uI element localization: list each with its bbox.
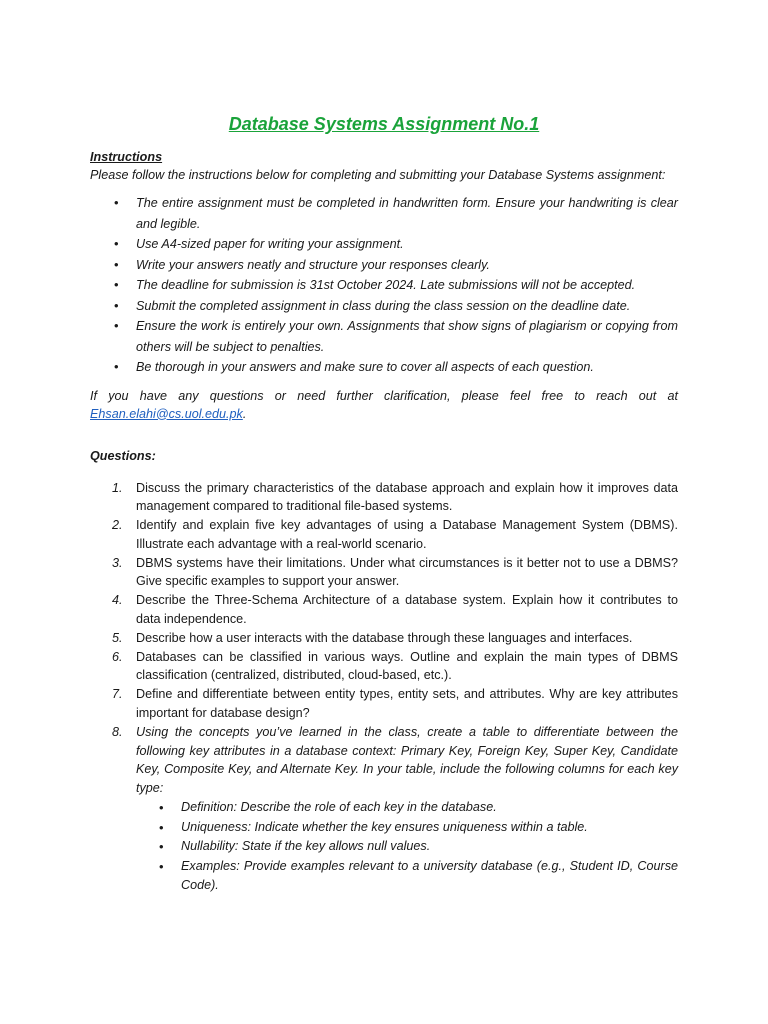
bullet-icon: • — [159, 819, 164, 835]
bullet-icon: • — [159, 800, 164, 816]
questions-list — [90, 479, 678, 896]
question-item — [90, 629, 678, 648]
contact-paragraph — [90, 387, 678, 423]
bullet-icon: • — [159, 858, 164, 874]
list-item — [136, 818, 678, 838]
contact-text: If you have any questions or need further clarification, please feel free to reach out at — [90, 388, 678, 403]
document-content — [90, 114, 678, 896]
questions-heading: Questions: — [90, 448, 156, 463]
instruction-text: Use A4-sized paper for writing your assignment. — [136, 237, 404, 251]
question-item — [90, 591, 678, 629]
bullet-icon: • — [114, 195, 119, 210]
question-item — [90, 648, 678, 686]
list-item — [90, 316, 678, 357]
question-text: DBMS systems have their limitations. Under what circumstances is it better not to use a DBMS? Give specific examples to support your answer. — [136, 555, 678, 589]
question-item — [90, 723, 678, 896]
instruction-text: Write your answers neatly and structure your responses clearly. — [136, 257, 490, 272]
question-number: 6. — [112, 649, 123, 664]
instruction-text: Be thorough in your answers and make sure to cover all aspects of each question. — [136, 360, 594, 374]
question-number: 4. — [112, 593, 123, 608]
subitem-text: Uniqueness: Indicate whether the key ensures uniqueness within a table. — [181, 819, 588, 834]
bullet-icon: • — [159, 839, 164, 855]
question-text: Describe how a user interacts with the database through these languages and interfaces. — [136, 630, 633, 645]
subitem-text: Definition: Describe the role of each key in the database. — [181, 800, 497, 815]
question-text: Describe the Three-Schema Architecture of a database system. Explain how it contributes to data independence. — [136, 593, 678, 627]
bullet-icon: • — [114, 256, 119, 272]
list-item — [90, 357, 678, 378]
bullet-icon: • — [114, 236, 119, 251]
contact-end: . — [242, 406, 247, 421]
instruction-text: The deadline for submission is 31st October 2024. Late submissions will not be accepted. — [136, 278, 636, 292]
subitem-text: Examples: Provide examples relevant to a university database (e.g., Student ID, Course Code). — [181, 858, 678, 893]
subitem-text: Nullability: State if the key allows null values. — [181, 839, 431, 854]
question-text: Using the concepts you’ve learned in the class, create a table to differentiate between the following key attributes in a database context: Primary Key, Foreign Key, Super Key, Candidate Key, Composite Key, and Alternate Key. In your table, include the following columns for each key type: — [136, 724, 678, 796]
bullet-icon: • — [114, 297, 119, 313]
question-text: Identify and explain five key advantages of using a Database Management System (DBMS). Illustrate each advantage with a real-world scenario. — [136, 518, 678, 551]
list-item — [136, 837, 678, 857]
list-item — [136, 857, 678, 896]
question-number: 5. — [112, 630, 123, 645]
instructions-intro: Please follow the instructions below for completing and submitting your Database Systems assignment: — [90, 168, 666, 182]
instruction-text: The entire assignment must be completed in handwritten form. Ensure your handwriting is clear and legible. — [136, 196, 678, 231]
email-link[interactable]: Ehsan.elahi@cs.uol.edu.pk — [90, 406, 243, 421]
question-item — [90, 554, 678, 592]
question-number: 1. — [112, 480, 123, 495]
list-item — [136, 798, 678, 818]
question-number: 7. — [112, 687, 123, 702]
question-item — [90, 479, 678, 517]
document-title: Database Systems Assignment No.1 — [228, 114, 540, 134]
bullet-icon: • — [114, 318, 119, 333]
question-item — [90, 516, 678, 554]
bullet-icon: • — [114, 359, 119, 374]
instruction-text: Ensure the work is entirely your own. Assignments that show signs of plagiarism or copying from others will be subject to penalties. — [136, 319, 678, 354]
question-number: 8. — [112, 724, 123, 739]
question-item — [90, 685, 678, 723]
list-item — [90, 275, 678, 296]
list-item — [90, 296, 678, 317]
instructions-list — [90, 193, 678, 378]
question-text: Discuss the primary characteristics of the database approach and explain how it improves data management compared to traditional file-based systems. — [136, 480, 678, 514]
question-text: Databases can be classified in various ways. Outline and explain the main types of DBMS classification (centralized, distributed, cloud-based, etc.). — [136, 649, 678, 683]
key-columns-list — [136, 798, 678, 896]
instruction-text: Submit the completed assignment in class during the class session on the deadline date. — [136, 298, 631, 313]
instructions-heading: Instructions — [90, 150, 163, 164]
list-item — [90, 255, 678, 276]
list-item — [90, 193, 678, 234]
question-text: Define and differentiate between entity types, entity sets, and attributes. Why are key attributes important for database design? — [136, 687, 678, 721]
question-number: 2. — [112, 518, 123, 533]
question-number: 3. — [112, 555, 123, 570]
bullet-icon: • — [114, 277, 119, 292]
list-item — [90, 234, 678, 255]
